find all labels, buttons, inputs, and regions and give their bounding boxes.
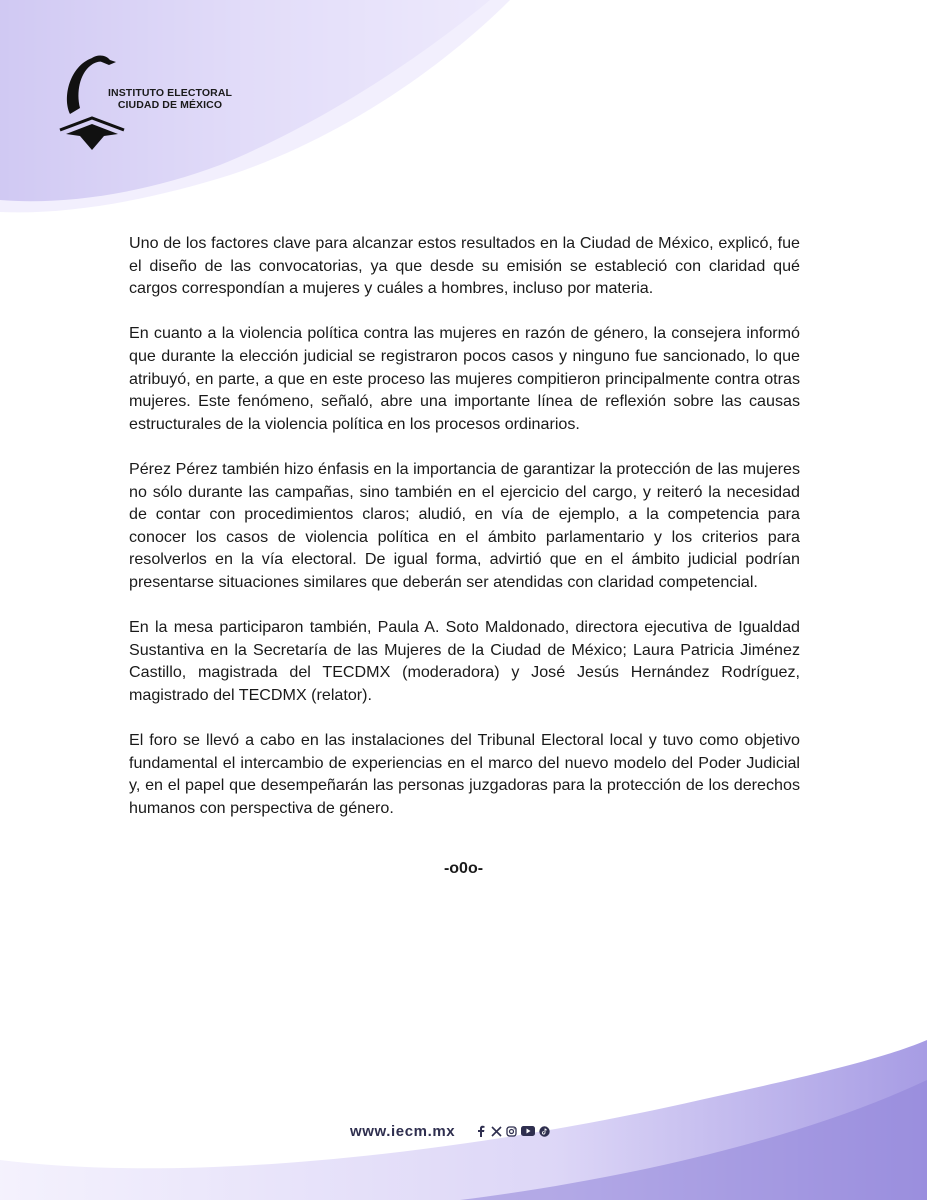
logo-line-1: INSTITUTO ELECTORAL: [108, 87, 233, 99]
paragraph: En la mesa participaron también, Paula A. Soto Maldonado, directora ejecutiva de Igualdad Sustantiva en la Secretaría de las Mujeres de la Ciudad de México; Laura Patricia Jiménez Castillo, magistrada del TECDMX (moderadora) y José Jesús Hernández Rodríguez, magistrado del TECDMX (relator).: [129, 618, 800, 704]
facebook-icon[interactable]: [475, 1125, 487, 1137]
paragraph: El foro se llevó a cabo en las instalaciones del Tribunal Electoral local y tuvo como objetivo fundamental el intercambio de experiencias en el marco del nuevo modelo del Poder Judicial y, en el papel que desempeñarán las personas juzgadoras para la protección de los derechos humanos con perspectiva de género.: [129, 731, 800, 817]
paragraph: En cuanto a la violencia política contra las mujeres en razón de género, la consejera informó que durante la elección judicial se registraron pocos casos y ninguno fue sancionado, lo que atribuyó, en parte, a que en este proceso las mujeres compitieron principalmente contra otras mujeres. Este fenómeno, señaló, abre una importante línea de reflexión sobre las causas estructurales de la violencia política en los procesos ordinarios.: [129, 324, 800, 433]
logo-line-2: CIUDAD DE MÉXICO: [117, 99, 223, 111]
x-icon[interactable]: [490, 1125, 502, 1137]
closing-mark: -o0o-: [443, 860, 484, 877]
social-icons: [475, 1125, 550, 1137]
paragraph: Pérez Pérez también hizo énfasis en la importancia de garantizar la protección de las mujeres no sólo durante las campañas, sino también en el ejercicio del cargo, y reiteró la necesidad de contar con procedimientos claros; aludió, en vía de ejemplo, a la competencia para conocer los casos de violencia política en el ámbito parlamentario y los criterios para resolverlos en la vía electoral. De igual forma, advirtió que en el ámbito judicial podrían presentarse situaciones similares que deberán ser atendidas con claridad competencial.: [129, 459, 800, 591]
youtube-icon[interactable]: [520, 1125, 535, 1137]
paragraph: Uno de los factores clave para alcanzar estos resultados en la Ciudad de México, explicó, fue el diseño de las convocatorias, ya que desde su emisión se estableció con claridad qué cargos correspondían a mujeres y cuáles a hombres, incluso por materia.: [129, 234, 800, 298]
tiktok-icon[interactable]: [538, 1125, 550, 1137]
footer: [350, 1120, 550, 1142]
instagram-icon[interactable]: [505, 1125, 517, 1137]
iecm-logo: [52, 52, 252, 152]
press-release-body: [129, 232, 800, 842]
logo-wordmark: [108, 87, 232, 111]
website-link[interactable]: www.iecm.mx: [350, 1122, 456, 1140]
